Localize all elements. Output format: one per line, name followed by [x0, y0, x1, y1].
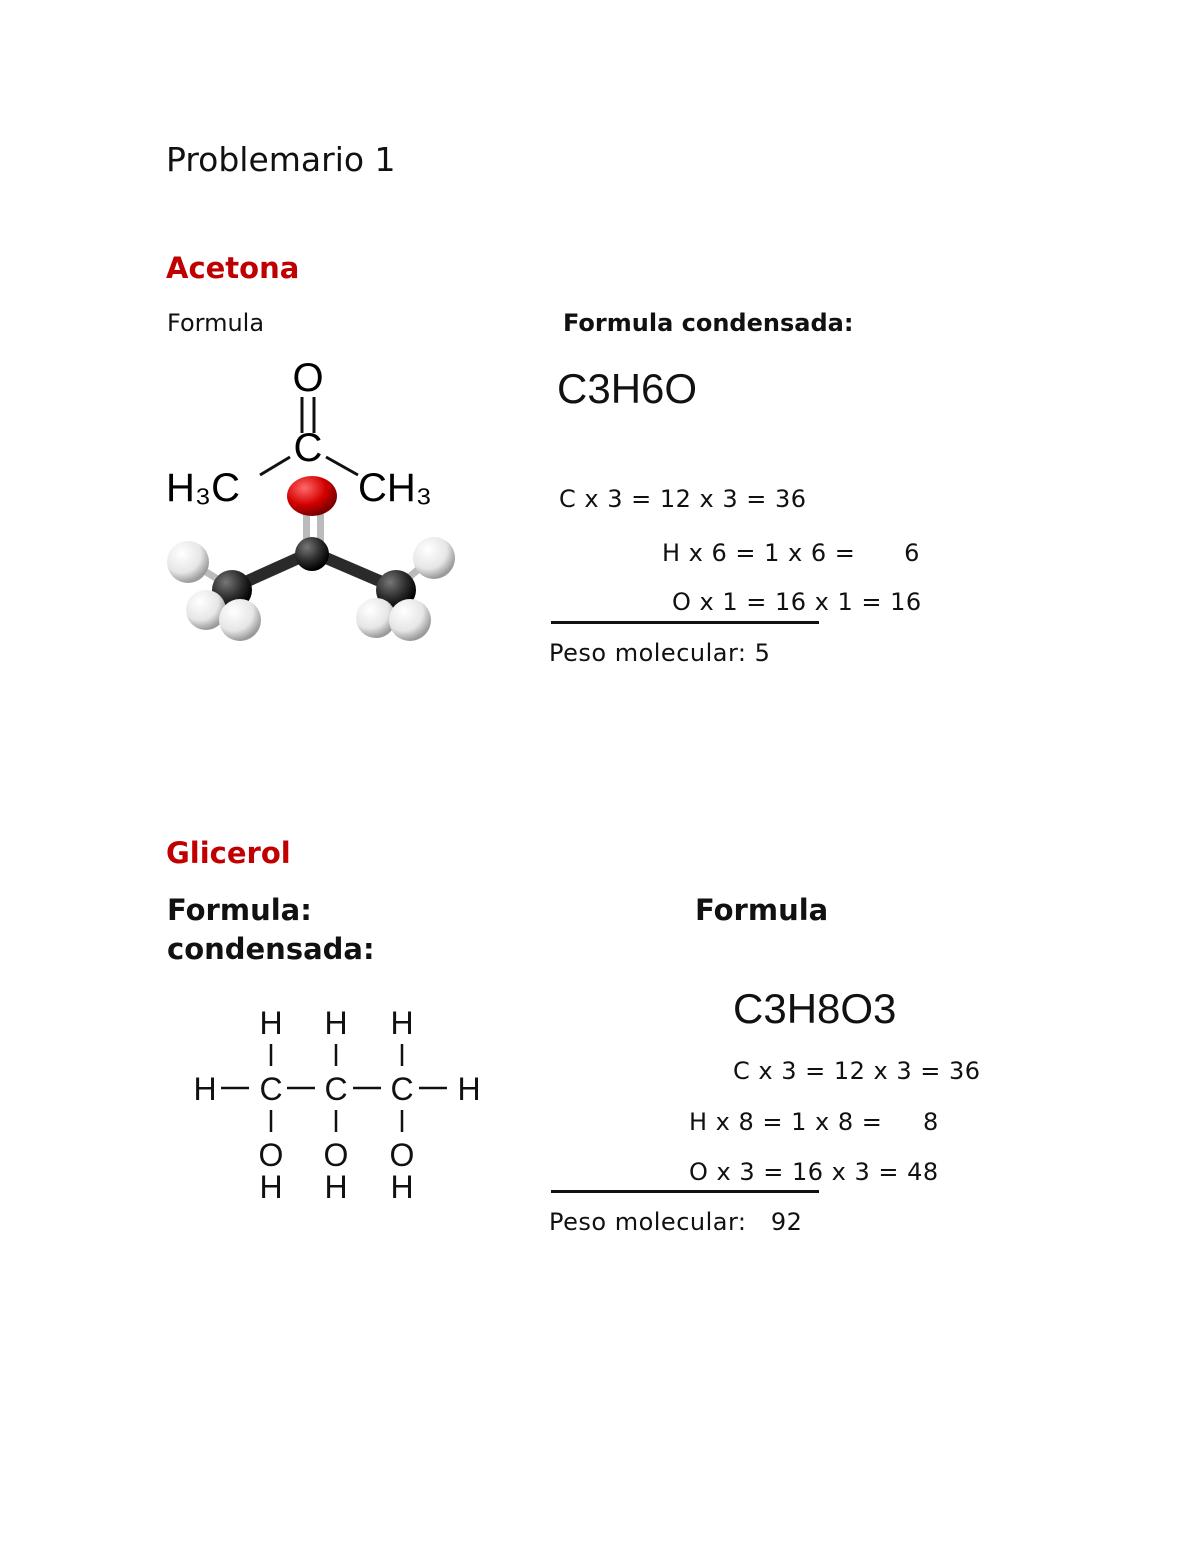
- acetona-calc-hydrogen: H x 6 = 1 x 6 = 6: [662, 539, 920, 567]
- hydrogen-atom-ball: [167, 541, 209, 583]
- hydrogen-label: H: [324, 1169, 348, 1205]
- glicerol-heading: Glicerol: [166, 836, 291, 870]
- glicerol-calc-carbon: C x 3 = 12 x 3 = 36: [733, 1057, 981, 1085]
- glicerol-formula-right-label: Formula: [695, 893, 829, 927]
- acetona-formula-label: Formula: [167, 309, 265, 337]
- acetona-heading: Acetona: [166, 251, 300, 285]
- carbon-label: C: [259, 1071, 283, 1107]
- glicerol-molecular-weight: Peso molecular: 92: [549, 1208, 803, 1236]
- carbon-label: C: [324, 1071, 348, 1107]
- hydrogen-label: H: [259, 1169, 283, 1205]
- acetona-oxygen-label: O: [292, 356, 324, 400]
- glicerol-structural-formula: [185, 1000, 495, 1210]
- oxygen-label: O: [389, 1137, 415, 1173]
- carbon-atom-ball-center: [295, 537, 329, 571]
- hydrogen-label: H: [193, 1071, 217, 1107]
- acetona-ball-and-stick-model: [160, 470, 470, 650]
- glicerol-condensed-label: condensada:: [167, 932, 375, 966]
- glicerol-calc-oxygen: O x 3 = 16 x 3 = 48: [689, 1158, 939, 1186]
- glicerol-sum-rule: [551, 1190, 819, 1193]
- glicerol-formula-label: Formula:: [167, 893, 312, 927]
- hydrogen-atom-ball: [413, 537, 455, 579]
- hydrogen-label: H: [390, 1005, 414, 1041]
- acetona-left-methyl-label: H₃C: [166, 466, 241, 510]
- acetona-condensed-formula: C3H6O: [557, 365, 698, 412]
- oxygen-atom-ball: [287, 476, 337, 516]
- acetona-calc-oxygen: O x 1 = 16 x 1 = 16: [672, 588, 922, 616]
- hydrogen-label: H: [390, 1169, 414, 1205]
- page-title: Problemario 1: [166, 140, 396, 179]
- oxygen-label: O: [258, 1137, 284, 1173]
- oxygen-label: O: [323, 1137, 349, 1173]
- acetona-right-methyl-label: CH₃: [358, 466, 433, 510]
- hydrogen-label: H: [324, 1005, 348, 1041]
- glicerol-calc-hydrogen: H x 8 = 1 x 8 = 8: [689, 1108, 939, 1136]
- hydrogen-atom-ball: [219, 599, 261, 641]
- acetona-sum-rule: [551, 621, 819, 624]
- acetona-condensed-label: Formula condensada:: [563, 309, 854, 337]
- acetona-calc-carbon: C x 3 = 12 x 3 = 36: [559, 485, 807, 513]
- glicerol-condensed-formula: C3H8O3: [733, 985, 897, 1032]
- acetona-molecular-weight: Peso molecular: 5: [549, 639, 771, 667]
- hydrogen-label: H: [457, 1071, 481, 1107]
- hydrogen-atom-ball: [389, 599, 431, 641]
- acetona-carbon-label: C: [293, 426, 323, 470]
- carbon-label: C: [390, 1071, 414, 1107]
- hydrogen-label: H: [259, 1005, 283, 1041]
